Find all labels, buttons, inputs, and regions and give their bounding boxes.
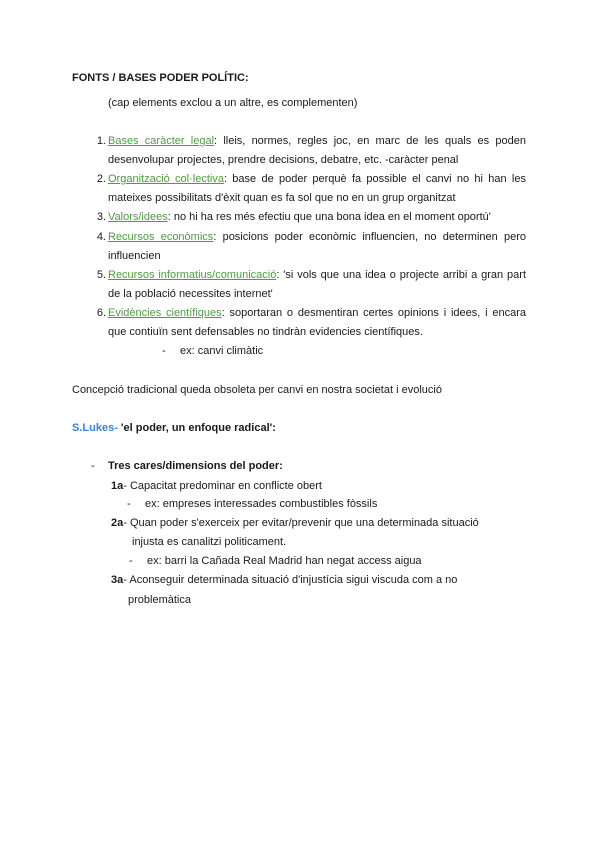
face-number: 2a <box>111 517 124 529</box>
subtitle: (cap elements exclou a un altre, es complementen) <box>108 97 358 109</box>
author-separator: - <box>114 422 121 434</box>
example-text: ex: empreses interessades combustibles fòssils <box>145 498 378 510</box>
source-text: : posicions poder econòmic influencien, no determinen pero influencien <box>108 231 527 262</box>
bullet-dash: - <box>129 555 133 567</box>
source-text: : no hi ha res més efectiu que una bona idea en el moment oportú' <box>167 211 491 223</box>
list-number: 4. <box>96 231 106 243</box>
author-name: S.Lukes <box>72 422 115 434</box>
source-text: : soportaran o desmentiran certes opinions i idees, i encara que contiuïn sent defensables no tindràn evidencies científiques. <box>108 307 526 338</box>
source-text: : 'si vols que una idea o projecte arribi a gran part de la població necessites internet' <box>108 269 526 300</box>
list-item <box>108 266 526 304</box>
face-item <box>111 480 322 492</box>
list-number: 5. <box>96 269 106 281</box>
face-text-cont: injusta es canalitzi politicament. <box>132 536 287 548</box>
source-term: Organització col·lectiva <box>108 173 224 185</box>
face-item <box>111 517 479 529</box>
source-term: Recursos informatius/comunicació <box>108 269 277 281</box>
source-term: Bases caràcter legal <box>108 135 215 147</box>
list-item <box>108 170 526 208</box>
face-text-cont: problemàtica <box>128 594 191 606</box>
list-item <box>108 304 526 342</box>
source-term: Recursos econòmics <box>108 231 214 243</box>
face-text: - Capacitat predominar en conflicte obert <box>123 480 322 492</box>
list-number: 2. <box>96 173 106 185</box>
page-title: FONTS / BASES PODER POLÍTIC: <box>72 72 249 84</box>
list-item <box>108 132 526 170</box>
example-text: ex: barri la Cañada Real Madrid han negat access aigua <box>147 555 422 567</box>
bullet-dash: - <box>162 345 166 357</box>
list-number: 1. <box>96 135 106 147</box>
list-item <box>108 228 526 266</box>
paragraph: Concepció tradicional queda obsoleta per canvi en nostra societat i evolució <box>72 384 442 396</box>
face-number: 3a <box>111 574 124 586</box>
list-number: 3. <box>96 211 106 223</box>
list-number: 6. <box>96 307 106 319</box>
source-term: Evidències científiques <box>108 307 222 319</box>
face-item <box>111 574 457 586</box>
face-number: 1a <box>111 480 124 492</box>
source-text: : lleis, normes, regles joc, en marc de les quals es poden desenvolupar projectes, prendre decisions, debatre, etc. -caràcter penal <box>108 135 526 166</box>
source-text: : base de poder perquè fa possible el canvi no hi han les mateixes possibilitats d'èxit quan es fa sol que no en un grup organitzat <box>108 173 526 204</box>
faces-title: Tres cares/dimensions del poder: <box>108 460 283 472</box>
example-text: ex: canvi climàtic <box>180 345 264 357</box>
section-heading <box>72 422 276 434</box>
list-item <box>108 208 526 227</box>
bullet-dash: - <box>127 498 131 510</box>
source-term: Valors/idees <box>108 211 168 223</box>
bullet-dash: - <box>91 460 95 472</box>
face-text: - Aconseguir determinada situació d'injustícia sigui viscuda com a no <box>123 574 458 586</box>
quote-title: 'el poder, un enfoque radical': <box>120 422 276 434</box>
face-text: - Quan poder s'exerceix per evitar/prevenir que una determinada situació <box>123 517 479 529</box>
